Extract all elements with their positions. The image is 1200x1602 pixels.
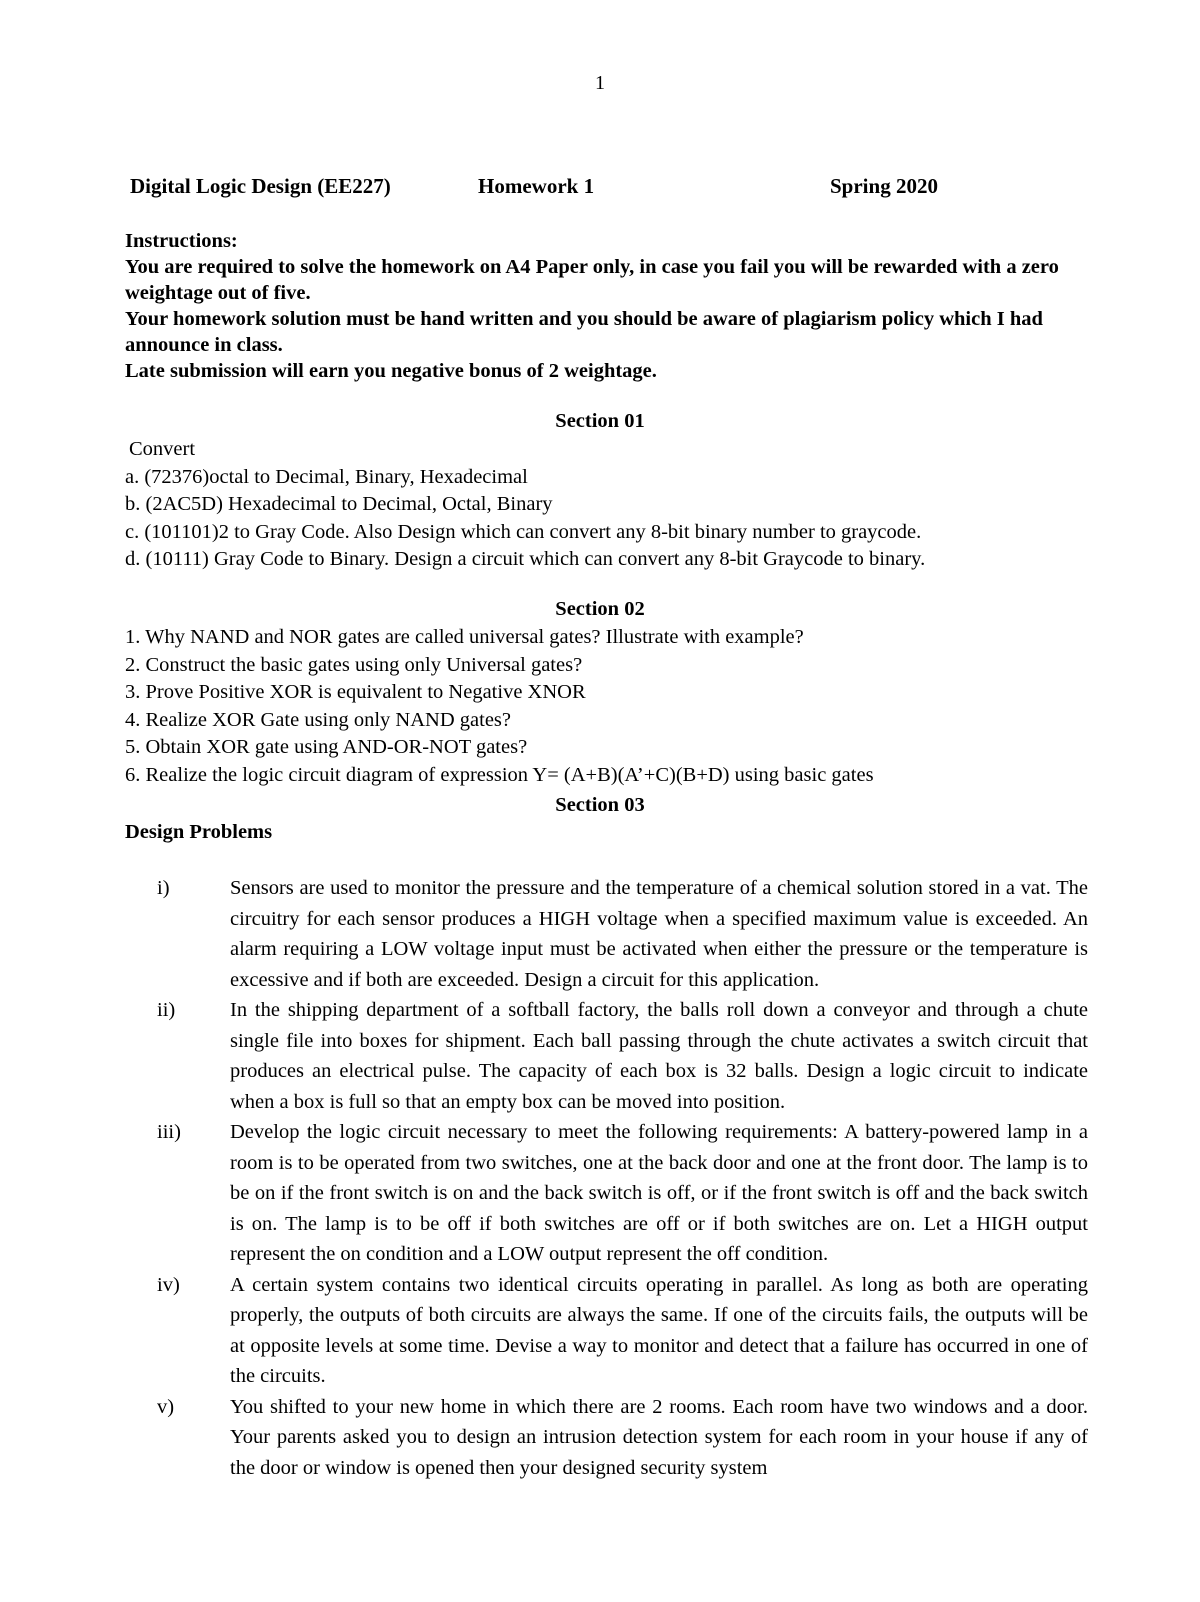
problem-text: Develop the logic circuit necessary to meet the following requirements: A battery-powered lamp in a room is to be operated from two switches, one at the back door and one at the front door. The lamp is to be on if the front switch is on and the back switch is off, or if the front switch is off and the back switch is on. The lamp is to be off if both switches are off or if both switches are on. Let a HIGH output represent the on condition and a LOW output represent the off condition. bbox=[230, 1121, 1088, 1265]
design-problems-list bbox=[125, 873, 1088, 1483]
instruction-line: Your homework solution must be hand written and you should be aware of plagiarism policy which I had announce in class. bbox=[125, 308, 1043, 356]
problem-number: iii) bbox=[157, 1121, 181, 1143]
problem-number: iv) bbox=[157, 1273, 180, 1296]
section-01-intro: Convert bbox=[129, 438, 196, 460]
list-item bbox=[125, 1270, 1088, 1392]
instructions-title: Instructions: bbox=[125, 230, 238, 252]
instructions-block bbox=[125, 228, 1085, 384]
question-item: 6. Realize the logic circuit diagram of expression Y= (A+B)(A’+C)(B+D) using basic gates bbox=[125, 763, 874, 786]
convert-item: a. (72376)octal to Decimal, Binary, Hexadecimal bbox=[125, 465, 528, 488]
design-problems-heading: Design Problems bbox=[125, 821, 273, 843]
section-02-title: Section 02 bbox=[555, 598, 645, 620]
question-item: 2. Construct the basic gates using only Universal gates? bbox=[125, 653, 583, 676]
problem-number: v) bbox=[157, 1395, 175, 1418]
problem-text: A certain system contains two identical circuits operating in parallel. As long as both are operating properly, the outputs of both circuits are always the same. If one of the circuits fails, the outputs will be at opposite levels at some time. Devise a way to monitor and detect that a failure has occurred in one of the circuits. bbox=[230, 1273, 1088, 1387]
instruction-line: You are required to solve the homework on A4 Paper only, in case you fail you will be rewarded with a zero weightage out of five. bbox=[125, 256, 1059, 304]
problem-number: ii) bbox=[157, 999, 176, 1021]
list-item bbox=[125, 995, 1088, 1117]
convert-item: b. (2AC5D) Hexadecimal to Decimal, Octal, Binary bbox=[125, 493, 553, 515]
section-03-title: Section 03 bbox=[555, 794, 645, 816]
convert-item: d. (10111) Gray Code to Binary. Design a circuit which can convert any 8-bit Graycode to binary. bbox=[125, 548, 926, 570]
convert-item: c. (101101)2 to Gray Code. Also Design which can convert any 8-bit binary number to graycode. bbox=[125, 520, 922, 543]
document-header bbox=[130, 174, 950, 202]
list-item bbox=[125, 1392, 1088, 1484]
problem-text: You shifted to your new home in which there are 2 rooms. Each room have two windows and a door. Your parents asked you to design an intrusion detection system for each room in your house if any of the door or window is opened then your designed security system bbox=[230, 1395, 1088, 1479]
question-item: 3. Prove Positive XOR is equivalent to Negative XNOR bbox=[125, 681, 586, 703]
list-item bbox=[125, 873, 1088, 995]
list-item bbox=[125, 1117, 1088, 1270]
homework-title: Homework 1 bbox=[478, 174, 595, 198]
question-item: 4. Realize XOR Gate using only NAND gates? bbox=[125, 708, 511, 731]
section-02-content bbox=[125, 624, 1085, 789]
instruction-line: Late submission will earn you negative bonus of 2 weightage. bbox=[125, 360, 657, 382]
problem-number: i) bbox=[157, 877, 170, 899]
section-01-title: Section 01 bbox=[555, 410, 645, 432]
section-01-content bbox=[125, 436, 1085, 574]
term-label: Spring 2020 bbox=[830, 174, 938, 198]
problem-text: Sensors are used to monitor the pressure and the temperature of a chemical solution stored in a vat. The circuitry for each sensor produces a HIGH voltage when a specified maximum value is exceeded. An alarm requiring a LOW voltage input must be activated when either the pressure or the temperature is excessive and if both are exceeded. Design a circuit for this application. bbox=[230, 877, 1088, 991]
problem-text: In the shipping department of a softball factory, the balls roll down a conveyor and through a chute single file into boxes for shipment. Each ball passing through the chute activates a switch circuit that produces an electrical pulse. The capacity of each box is 32 balls. Design a logic circuit to indicate when a box is full so that an empty box can be moved into position. bbox=[230, 999, 1088, 1113]
question-item: 5. Obtain XOR gate using AND-OR-NOT gates? bbox=[125, 736, 528, 758]
course-title: Digital Logic Design (EE227) bbox=[130, 174, 391, 198]
page-number: 1 bbox=[595, 72, 605, 94]
question-item: 1. Why NAND and NOR gates are called universal gates? Illustrate with example? bbox=[125, 626, 804, 648]
